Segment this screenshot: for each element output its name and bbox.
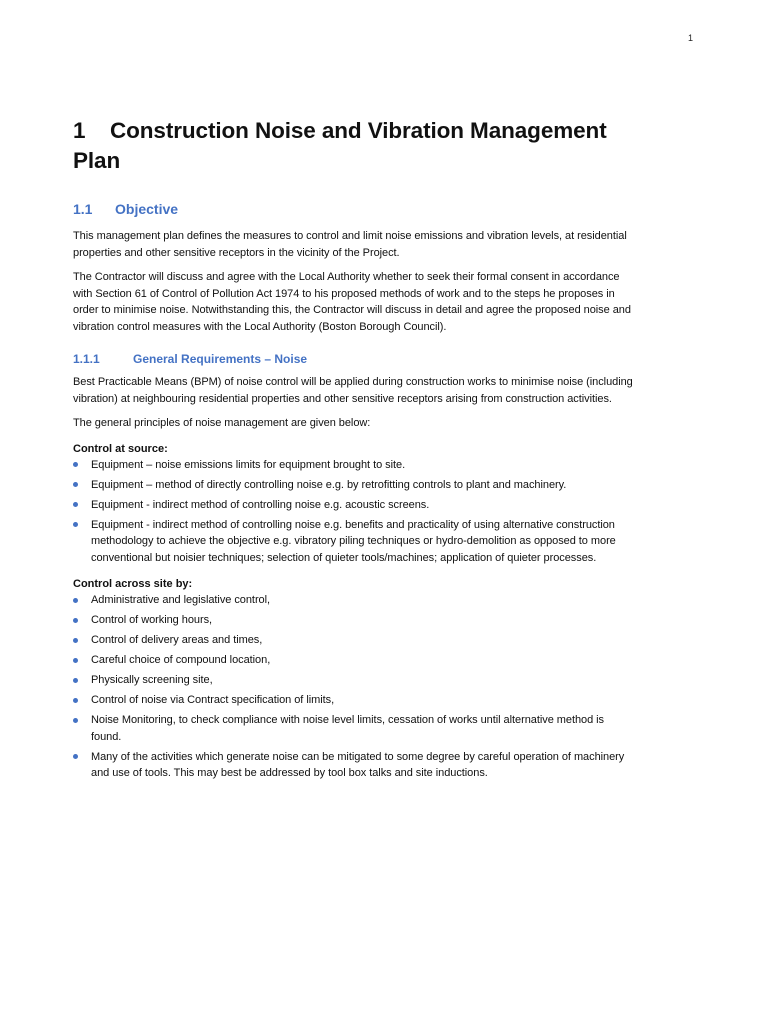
list-item — [73, 592, 633, 609]
subsection-number: 1.1 — [73, 201, 93, 217]
list-item-text: Equipment - indirect method of controlling noise e.g. acoustic screens. — [91, 498, 430, 511]
requirements-paragraph-2: The general principles of noise management are given below: — [73, 417, 371, 429]
page-number: 1 — [688, 33, 694, 43]
subsubsection-heading — [73, 351, 633, 367]
list-item-text: Noise Monitoring, to check compliance with noise level limits, cessation of works until alternative method is found. — [91, 714, 605, 743]
objective-paragraph-1: This management plan defines the measures to control and limit noise emissions and vibration levels, at residential properties and other sensitive receptors in the vicinity of the Project. — [73, 230, 627, 259]
objective-paragraph-2: The Contractor will discuss and agree with the Local Authority whether to seek their formal consent in accordance with Section 61 of Control of Pollution Act 1974 to his proposed methods of work and to the steps he proposes in order to minimise noise. Notwithstanding this, the Contractor will discuss in detail and agree the proposed noise and vibration control measures with the Local Authority (Boston Borough Council). — [73, 271, 631, 333]
section-heading — [73, 116, 633, 176]
list-item-text: Equipment – noise emissions limits for equipment brought to site. — [91, 458, 406, 471]
list-item — [73, 712, 633, 745]
list-item — [73, 652, 633, 669]
bullet-icon — [73, 482, 78, 487]
section-number: 1 — [73, 118, 86, 143]
bullet-icon — [73, 618, 78, 623]
bullet-icon — [73, 754, 78, 759]
control-at-source-heading: Control at source: — [73, 442, 168, 455]
bullet-icon — [73, 698, 78, 703]
subsubsection-number: 1.1.1 — [73, 352, 100, 366]
list-item-text: Control of delivery areas and times, — [91, 634, 263, 646]
list-item — [73, 749, 633, 782]
bullet-icon — [73, 678, 78, 683]
document-body — [73, 116, 633, 792]
list-item — [73, 457, 633, 474]
bullet-icon — [73, 522, 78, 527]
list-item — [73, 632, 633, 649]
list-item — [73, 497, 633, 514]
control-across-site-list — [73, 592, 633, 782]
bullet-icon — [73, 462, 78, 467]
section-title: Construction Noise and Vibration Management Plan — [73, 118, 607, 173]
bullet-icon — [73, 638, 78, 643]
list-item-text: Physically screening site, — [91, 674, 213, 686]
list-item-text: Control of noise via Contract specification of limits, — [91, 694, 335, 706]
list-item — [73, 692, 633, 709]
control-at-source-list — [73, 457, 633, 567]
bullet-icon — [73, 718, 78, 723]
list-item — [73, 612, 633, 629]
list-item — [73, 477, 633, 494]
list-item — [73, 517, 633, 567]
control-across-site-heading: Control across site by: — [73, 578, 193, 590]
requirements-paragraph-1: Best Practicable Means (BPM) of noise control will be applied during construction works to minimise noise (including vibration) at neighbouring residential properties and other sensitive receptors arising from construction activities. — [73, 376, 633, 405]
list-item-text: Control of working hours, — [91, 614, 213, 626]
bullet-icon — [73, 502, 78, 507]
list-item — [73, 672, 633, 689]
list-item-text: Equipment – method of directly controlling noise e.g. by retrofitting controls to plant and machinery. — [91, 478, 567, 491]
bullet-icon — [73, 598, 78, 603]
subsection-heading — [73, 200, 633, 218]
list-item-text: Careful choice of compound location, — [91, 654, 271, 666]
list-item-text: Many of the activities which generate noise can be mitigated to some degree by careful operation of machinery and use of tools. This may best be addressed by tool box talks and site inductions. — [91, 750, 625, 779]
list-item-text: Equipment - indirect method of controlling noise e.g. benefits and practicality of using alternative construction methodology to achieve the objective e.g. vibratory piling techniques or hydro-demolition as opposed to more conventional but noisier techniques; selection of quieter tools/machines; application of quieter processes. — [91, 518, 616, 564]
bullet-icon — [73, 658, 78, 663]
subsection-title: Objective — [115, 201, 179, 217]
list-item-text: Administrative and legislative control, — [91, 594, 271, 606]
subsubsection-title: General Requirements – Noise — [133, 352, 308, 366]
